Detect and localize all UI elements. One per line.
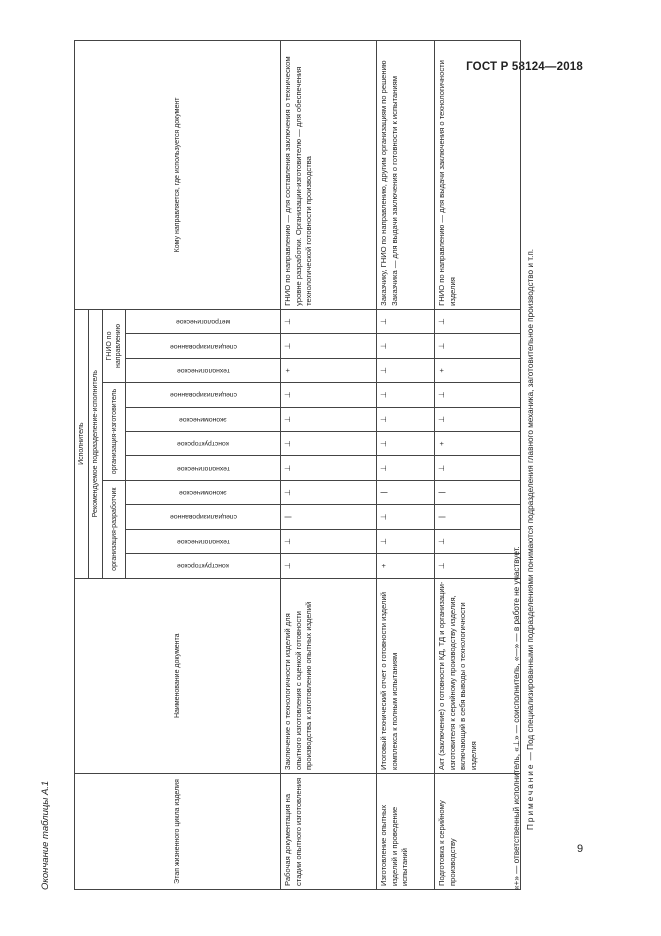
- row-mark: ⊥: [435, 529, 521, 553]
- head-sub-9: специализированное: [126, 334, 281, 358]
- row-stage: Изготовление опытных изделий и проведение испытаний: [377, 773, 435, 889]
- row-mark: ⊥: [377, 407, 435, 431]
- row-mark: ⊥: [435, 309, 521, 333]
- head-addressee: Кому направляется, где используется документ: [75, 41, 281, 310]
- head-recommended: Рекомендуемое подразделение-исполнитель: [89, 309, 103, 578]
- head-group-manufacturer: организация-изготовитель: [103, 383, 126, 481]
- row-mark: ⊥: [281, 334, 377, 358]
- row-stage: Рабочая документация на стадии опытного изготовления: [281, 773, 377, 889]
- row-addressee: Заказчику, ГНИО по направлению, другим организациям по решению Заказчика — для выдачи заключения о готовности к испытаниям: [377, 41, 435, 310]
- row-mark: ⊥: [377, 456, 435, 480]
- head-sub-5: конструкторское: [126, 431, 281, 455]
- row-mark: ⊥: [377, 358, 435, 382]
- row-mark: ⊥: [281, 431, 377, 455]
- row-mark: |: [377, 480, 435, 504]
- row-mark: +: [377, 554, 435, 578]
- note-text: — Под специализированными подразделениями понимаются подразделения главного механика, заготовительное производство и т.п.: [526, 248, 535, 763]
- head-sub-10: метрологическое: [126, 309, 281, 333]
- row-document: Итоговый технический отчет о готовности изделий комплекса к полным испытаниям: [377, 578, 435, 773]
- row-addressee: ГНИО по направлению — для составления заключения о техническом уровне разработки. Организации-изготовителю — для обеспечения технологической готовности производства: [281, 41, 377, 310]
- row-mark: +: [435, 358, 521, 382]
- head-sub-6: экономическое: [126, 407, 281, 431]
- row-mark: ⊥: [435, 407, 521, 431]
- row-mark: +: [435, 431, 521, 455]
- rotated-table-page: [40, 40, 580, 890]
- row-mark: ⊥: [435, 383, 521, 407]
- head-executor: Исполнитель: [75, 309, 89, 578]
- row-mark: ⊥: [281, 456, 377, 480]
- row-mark: ⊥: [435, 456, 521, 480]
- head-sub-8: технологическое: [126, 358, 281, 382]
- table-row: [435, 41, 521, 890]
- row-mark: ⊥: [281, 554, 377, 578]
- head-sub-0: конструкторское: [126, 554, 281, 578]
- row-mark: ⊥: [281, 480, 377, 504]
- head-sub-3: экономическое: [126, 480, 281, 504]
- row-mark: |: [435, 480, 521, 504]
- row-mark: ⊥: [281, 383, 377, 407]
- row-mark: |: [281, 505, 377, 529]
- standard-header: ГОСТ Р 58124—2018: [466, 61, 583, 73]
- page-number: 9: [577, 843, 584, 855]
- head-group-gnio: ГНИО по направлению: [103, 309, 126, 382]
- head-stage: Этап жизненного цикла изделия: [75, 773, 281, 889]
- row-addressee: ГНИО по направлению — для выдачи заключения о технологичности изделия: [435, 41, 521, 310]
- row-mark: ⊥: [281, 309, 377, 333]
- row-mark: ⊥: [377, 431, 435, 455]
- head-document: Наименование документа: [75, 578, 281, 773]
- row-stage: Подготовка к серийному производству: [435, 773, 521, 889]
- row-mark: ⊥: [377, 529, 435, 553]
- row-mark: ⊥: [377, 309, 435, 333]
- head-sub-4: технологическое: [126, 456, 281, 480]
- table-caption: Окончание таблицы А.1: [40, 780, 51, 890]
- row-mark: ⊥: [377, 505, 435, 529]
- row-mark: ⊥: [281, 529, 377, 553]
- row-mark: ⊥: [281, 407, 377, 431]
- head-sub-1: технологическое: [126, 529, 281, 553]
- row-document: Акт (заключение) о готовности КД, ТД и организации-изготовителя к серийному производству изделия, включающий в себя выводы о технологичности изделия: [435, 578, 521, 773]
- row-mark: ⊥: [435, 554, 521, 578]
- head-sub-7: специализированное: [126, 383, 281, 407]
- row-document: Заключение о технологичности изделий для опытного изготовления с оценкой готовности производства к изготовлению опытных изделий: [281, 578, 377, 773]
- row-mark: ⊥: [377, 334, 435, 358]
- row-mark: ⊥: [435, 334, 521, 358]
- head-group-developer: организация-разработчик: [103, 480, 126, 578]
- table-row: [377, 41, 435, 890]
- note-paragraph: [524, 40, 538, 890]
- table-row: [281, 41, 377, 890]
- row-mark: ⊥: [377, 383, 435, 407]
- table-notes: [510, 40, 538, 890]
- note-label: Примечание: [526, 762, 535, 830]
- head-sub-2: специализированное: [126, 505, 281, 529]
- legend-text: «+» — ответственный исполнитель, «⊥» — соисполнитель, «—» — в работе не участвует.: [512, 546, 521, 890]
- row-mark: +: [281, 358, 377, 382]
- stages-table: [74, 40, 521, 890]
- row-mark: |: [435, 505, 521, 529]
